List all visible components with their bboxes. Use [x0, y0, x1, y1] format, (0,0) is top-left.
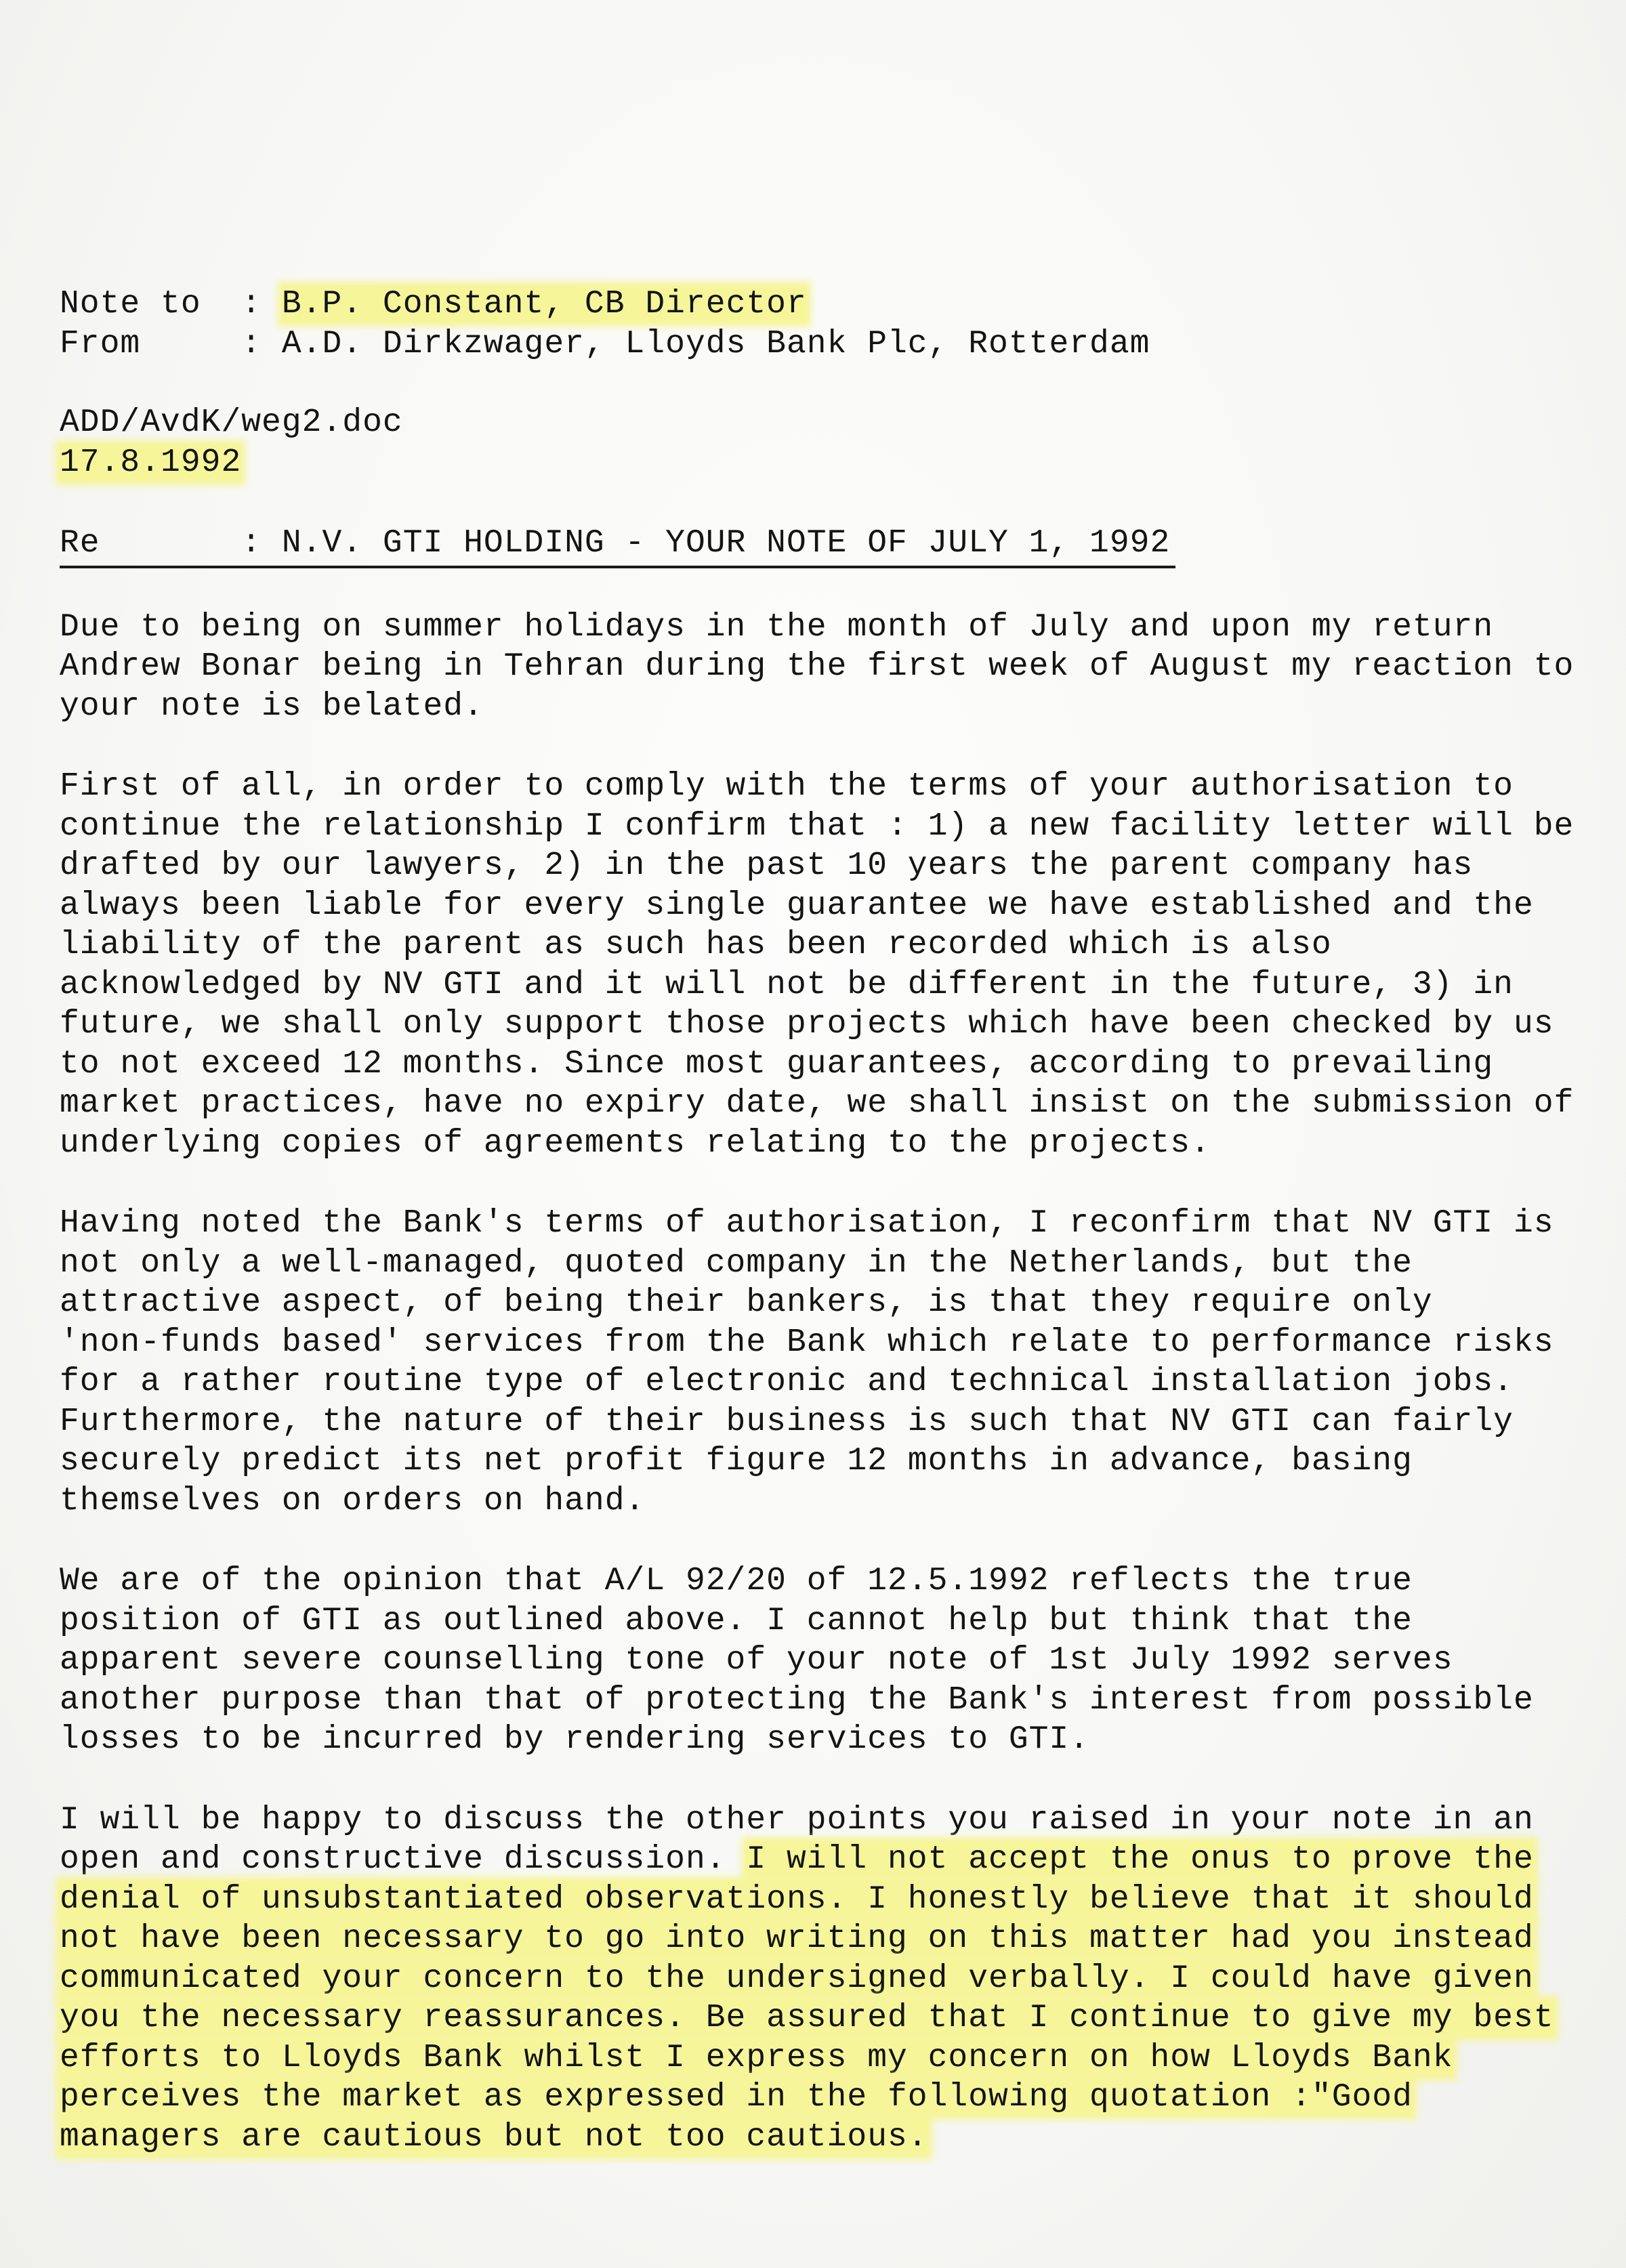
text-line: apparent severe counselling tone of your note of 1st July 1992 serves	[60, 1642, 1453, 1679]
text-line	[60, 1998, 1564, 2038]
text-line: underlying copies of agreements relating to the projects.	[60, 1125, 1211, 1162]
text-line: position of GTI as outlined above. I cannot help but think that the	[60, 1602, 1413, 1639]
highlighted-text: not have been necessary to go into writing on this matter had you instead	[60, 1920, 1534, 1957]
note-to-line: Note to : B.P. Constant, CB Director	[60, 286, 807, 322]
reference-line	[60, 403, 1564, 443]
paragraph-2	[60, 767, 1575, 1163]
text-line	[60, 1880, 1564, 1920]
text-line	[60, 2078, 1564, 2118]
text-line: themselves on orders on hand.	[60, 1482, 646, 1519]
text-line	[60, 2038, 1564, 2078]
text-line: always been liable for every single guarantee we have established and the	[60, 887, 1534, 924]
text-line: 'non-funds based' services from the Bank which relate to performance risks	[60, 1324, 1554, 1361]
spacer	[60, 364, 1564, 403]
text-line: for a rather routine type of electronic and technical installation jobs.	[60, 1364, 1514, 1400]
text-line	[60, 1919, 1564, 1959]
text-line: We are of the opinion that A/L 92/20 of 12.5.1992 reflects the true	[60, 1563, 1413, 1599]
text-line: losses to be incurred by rendering services to GTI.	[60, 1721, 1090, 1758]
note-to-label: Note to	[60, 286, 201, 322]
text-line: market practices, have no expiry date, we shall insist on the submission of	[60, 1085, 1575, 1122]
text-line: drafted by our lawyers, 2) in the past 10 years the parent company has	[60, 847, 1474, 884]
from-line: From : A.D. Dirkzwager, Lloyds Bank Plc, Rotterdam	[60, 325, 1150, 362]
text-line: acknowledged by NV GTI and it will not be different in the future, 3) in	[60, 966, 1514, 1003]
highlighted-text: perceives the market as expressed in the following quotation :"Good	[60, 2079, 1413, 2116]
memo-date: 17.8.1992	[60, 444, 242, 481]
text-line: another purpose than that of protecting the Bank's interest from possible	[60, 1681, 1534, 1719]
paragraph-1	[60, 608, 1575, 727]
text-line: First of all, in order to comply with the terms of your authorisation to	[60, 768, 1514, 805]
text-line	[60, 1959, 1564, 1999]
text-line: Andrew Bonar being in Tehran during the first week of August my reaction to	[60, 648, 1575, 685]
paragraph-3	[60, 1204, 1564, 1521]
text-line: liability of the parent as such has been recorded which is also	[60, 927, 1332, 963]
paragraph-4	[60, 1561, 1564, 1760]
subject-underline: Re : N.V. GTI HOLDING - YOUR NOTE OF JULY 1, 1992	[60, 524, 1175, 568]
date-line	[60, 443, 1564, 483]
text-line: your note is belated.	[60, 688, 484, 725]
text-line: continue the relationship I confirm that : 1) a new facility letter will be	[60, 807, 1575, 845]
text-line	[60, 2118, 1564, 2158]
memo-letter	[60, 285, 1575, 2157]
from-sender: A.D. Dirkzwager, Lloyds Bank Plc, Rotterdam	[281, 325, 1150, 362]
highlighted-text: denial of unsubstantiated observations. I honestly believe that it should	[60, 1881, 1534, 1918]
paragraph-5	[60, 1801, 1564, 2158]
highlighted-text: efforts to Lloyds Bank whilst I express my concern on how Lloyds Bank	[60, 2039, 1453, 2076]
spacer	[60, 1163, 1564, 1204]
spacer	[60, 1760, 1564, 1801]
highlighted-text: communicated your concern to the undersigned verbally. I could have given	[60, 1960, 1534, 1997]
subject-line	[60, 524, 1564, 568]
text-line: to not exceed 12 months. Since most guarantees, according to prevailing	[60, 1045, 1494, 1083]
spacer	[60, 482, 1564, 524]
from-label: From	[60, 325, 141, 362]
re-label: Re	[60, 525, 100, 562]
text-line	[60, 1840, 1564, 1880]
text-line: I will be happy to discuss the other points you raised in your note in an	[60, 1801, 1534, 1839]
text-line: attractive aspect, of being their bankers, is that they require only	[60, 1284, 1433, 1321]
text-line: securely predict its net profit figure 12 months in advance, basing	[60, 1443, 1413, 1479]
highlighted-text: managers are cautious but not too cautious.	[60, 2118, 928, 2156]
highlighted-text: I will not accept the onus to prove the	[746, 1841, 1534, 1878]
text-line: Having noted the Bank's terms of authorisation, I reconfirm that NV GTI is	[60, 1205, 1554, 1242]
text-line: not only a well-managed, quoted company in the Netherlands, but the	[60, 1244, 1413, 1282]
spacer	[60, 568, 1564, 608]
highlighted-text: you the necessary reassurances. Be assured that I continue to give my best	[60, 2000, 1554, 2036]
note-to-recipient: B.P. Constant, CB Director	[281, 286, 807, 322]
text-line: future, we shall only support those projects which have been checked by us	[60, 1006, 1554, 1043]
spacer	[60, 726, 1564, 767]
spacer	[60, 1521, 1564, 1561]
subject-text: N.V. GTI HOLDING - YOUR NOTE OF JULY 1, 1992	[281, 525, 1171, 562]
text-line: Due to being on summer holidays in the month of July and upon my return	[60, 608, 1494, 646]
text-segment: open and constructive discussion.	[60, 1841, 747, 1878]
text-line: Furthermore, the nature of their business is such that NV GTI can fairly	[60, 1403, 1514, 1440]
document-reference: ADD/AvdK/weg2.doc	[60, 404, 403, 441]
